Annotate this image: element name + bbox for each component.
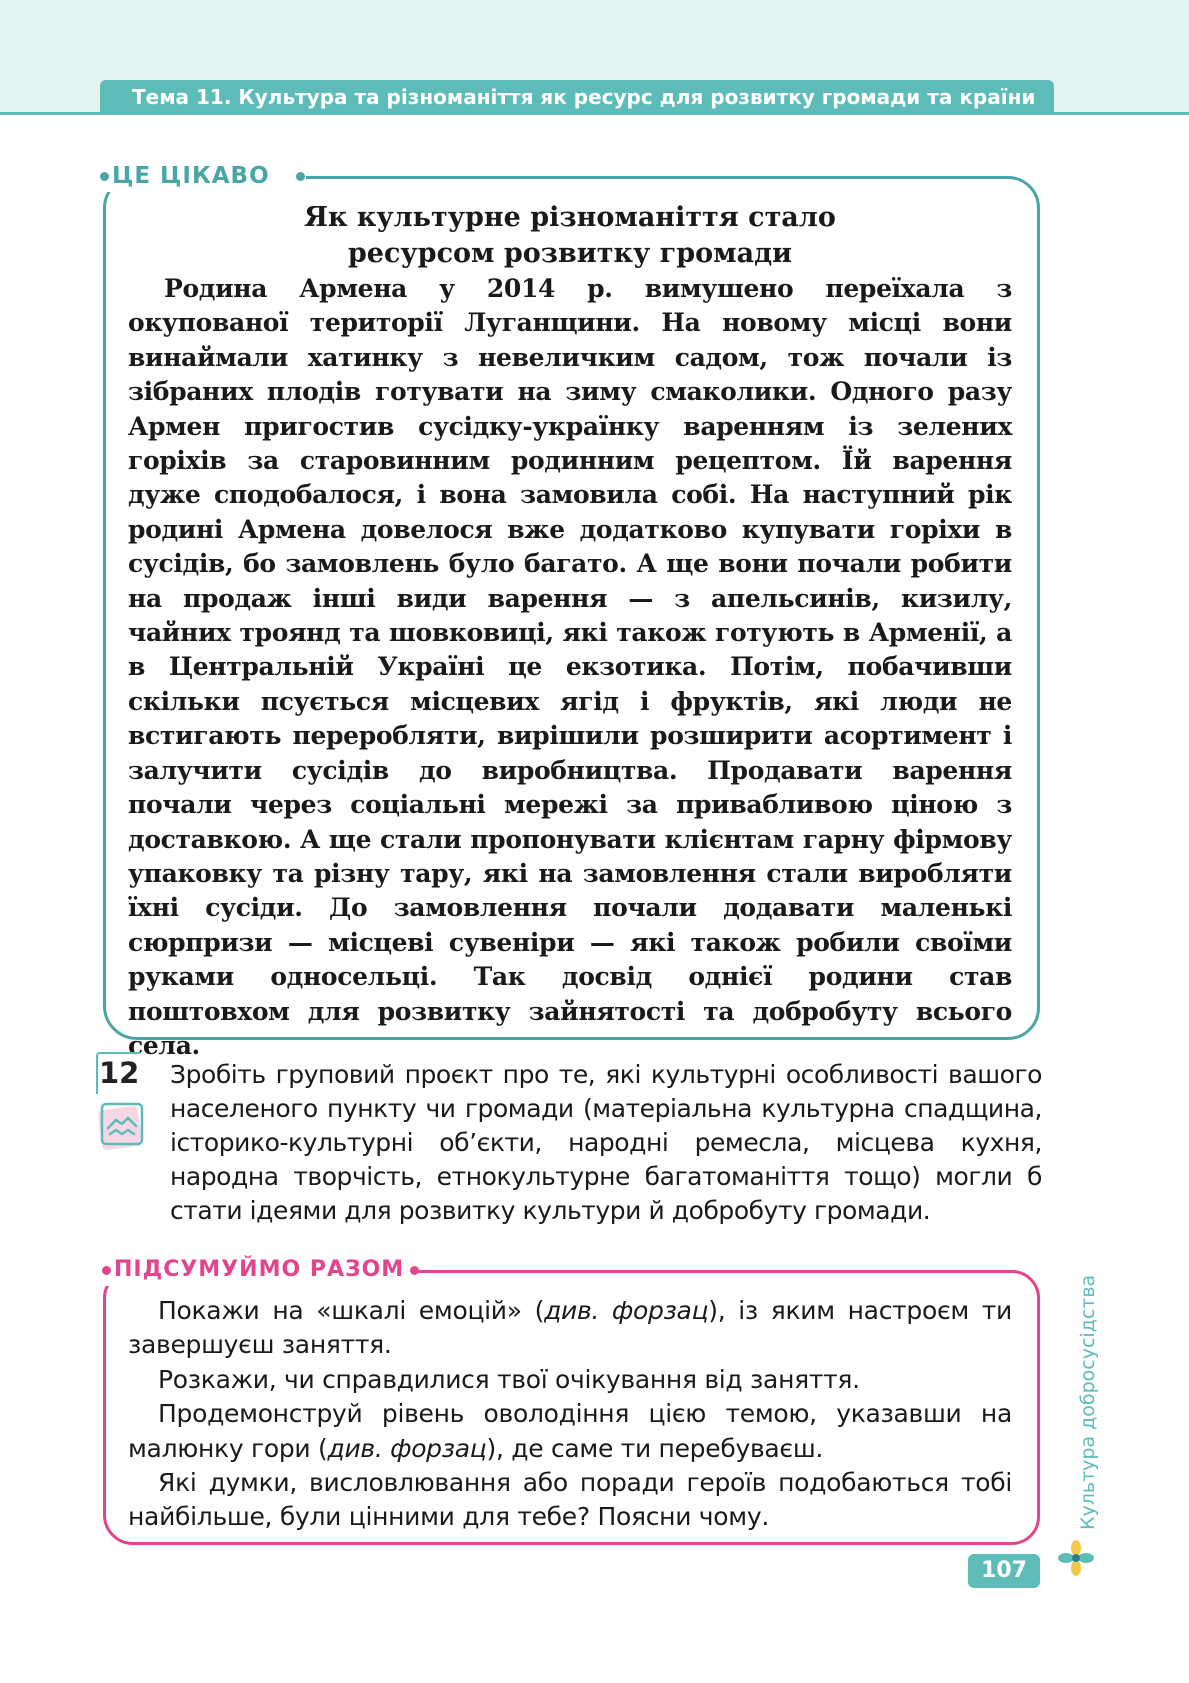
summary-p1-b: ), із яким настроєм ти завершуєш заняття. [128,1296,1013,1360]
story-title [160,200,980,272]
summary-p3-a: Продемонструй рівень оволодіння цією темою, указавши на малюнку гори ( [128,1399,1012,1463]
side-section-title: Культура добросусідства [1077,1274,1099,1530]
label-dot-left [100,172,109,181]
interesting-label: ЦЕ ЦІКАВО [112,163,270,189]
summary-dot-left [102,1266,111,1275]
summary-p3-em: див. форзац [327,1433,487,1463]
page-number: 107 [968,1554,1040,1588]
group-work-icon [96,1098,148,1154]
task-number: 12 [99,1056,140,1090]
flower-icon [1058,1540,1094,1576]
summary-p4: Які думки, висловлювання або поради героїв подобаються тобі найбільше, були цінними для тебе? Поясни чому. [128,1468,1012,1532]
story-title-line1: Як культурне різноманіття стало [304,202,836,233]
summary-p1-a: Покажи на «шкалі емоцій» ( [158,1296,545,1325]
summary-text [128,1294,1012,1535]
story-text: Родина Армена у 2014 р. вимушено переїхала з окупованої території Луганщини. На новому місці вони винаймали хатинку з невеличким садом, тож почали із зібраних плодів готувати на зиму смаколики. Одного разу Армен пригостив сусідку-українку варенням із зелених горіхів за старовинним родинним рецептом. Їй варення дуже сподобалося, і вона замовила собі. На наступний рік родині Армена довелося вже додатково купувати горіхи в сусідів, бо замовлень було багато. А ще вони почали робити на продаж інші види варення — з апельсинів, кизилу, чайних троянд та шовковиці, які також готують в Арменії, а в Центральній Україні це екзотика. Потім, побачивши скільки псується місцевих ягід і фруктів, які люди не встигають переробляти, вирішили розширити асортимент і залучити сусідів до виробництва. Продавати варення почали через соціальні мережі за привабливою ціною з доставкою. А ще стали пропонувати клієнтам гарну фірмову упаковку та різну тару, які на замовлення стали виробляти їхні сусіди. До замовлення почали додавати маленькі сюрпризи — місцеві сувеніри — які також робили своїми руками односельці. Так досвід однієї родини став поштовхом для розвитку зайнятості та добробуту всього села. [128,274,1012,1060]
summary-label: ПІДСУМУЙМО РАЗОМ [114,1257,405,1282]
summary-dot-right [410,1266,419,1275]
summary-p2: Розкажи, чи справдилися твої очікування від заняття. [158,1364,860,1394]
summary-p1-em: див. форзац [544,1296,709,1325]
summary-p3-b: ), де саме ти перебуваєш. [486,1433,824,1463]
summary-p3 [128,1397,1012,1466]
summary-p1 [128,1294,1012,1363]
topic-header: Тема 11. Культура та різноманіття як ресурс для розвитку громади та країни [100,80,1054,115]
label-dot-right [296,172,305,181]
story-title-line2: ресурсом розвитку громади [347,238,793,269]
task-text: Зробіть груповий проєкт про те, які культурні особливості вашого населеного пункту чи громади (матеріальна культурна спадщина, історико-культурні об’єкти, народні ремесла, місцева кухня, народна творчість, етнокультурне багатоманіття тощо) могли б стати ідеями для розвитку культури й добробуту громади. [170,1060,1042,1225]
